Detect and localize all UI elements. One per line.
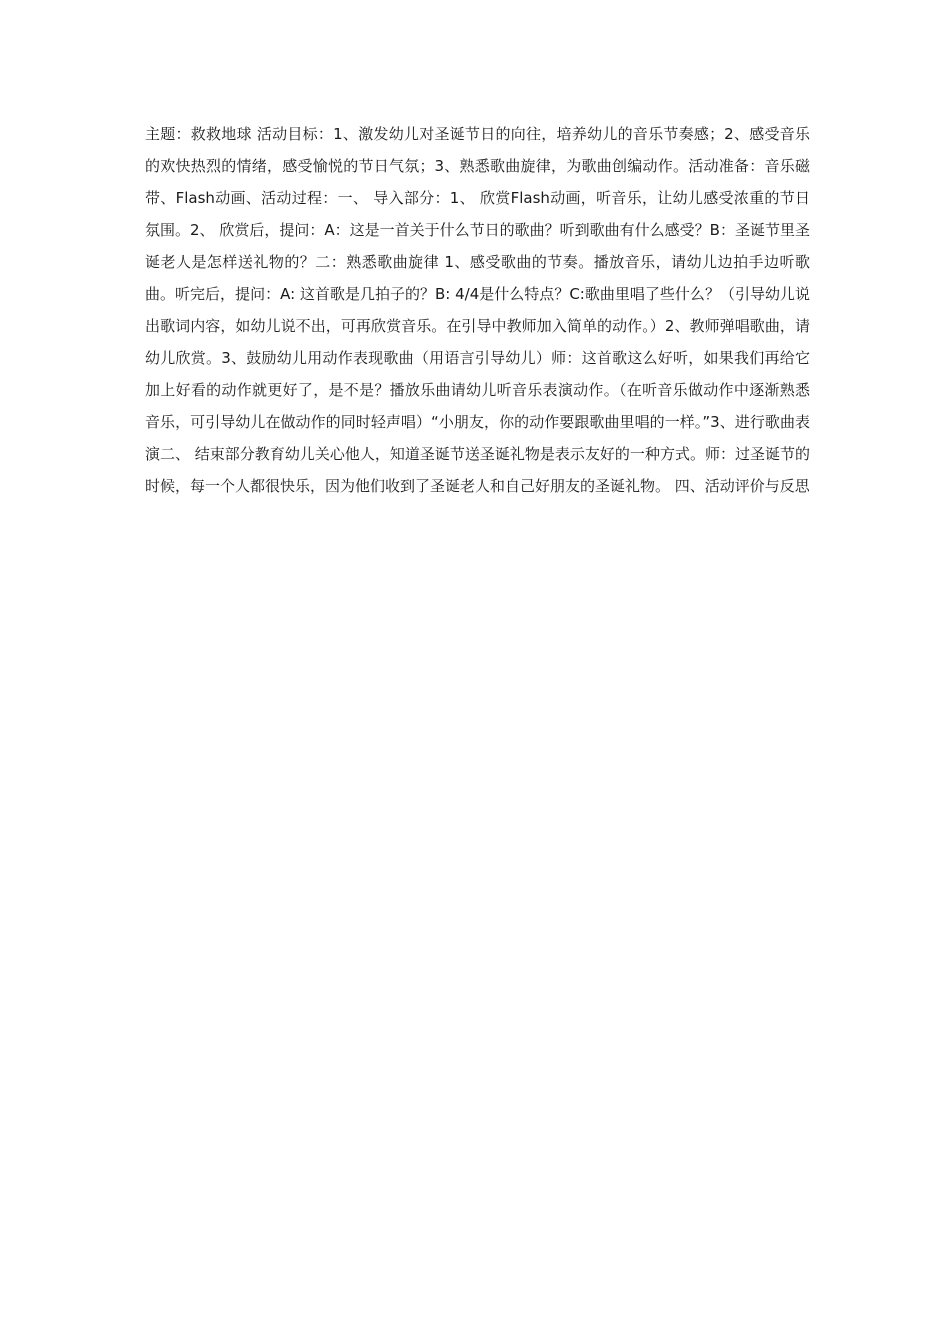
- lesson-plan-paragraph: 主题：救救地球 活动目标：1、激发幼儿对圣诞节日的向往，培养幼儿的音乐节奏感；2、感受音乐的欢快热烈的情绪，感受愉悦的节日气氛；3、熟悉歌曲旋律，为歌曲创编动作。活动准备：音乐磁带、Flash动画、活动过程：一、 导入部分：1、 欣赏Flash动画，听音乐，让幼儿感受浓重的节日氛围。2、 欣赏后，提问：A：这是一首关于什么节日的歌曲？听到歌曲有什么感受？B：圣诞节里圣诞老人是怎样送礼物的？二：熟悉歌曲旋律 1、感受歌曲的节奏。播放音乐，请幼儿边拍手边听歌曲。听完后，提问：A: 这首歌是几拍子的？B: 4/4是什么特点？C:歌曲里唱了些什么？（引导幼儿说出歌词内容，如幼儿说不出，可再欣赏音乐。在引导中教师加入简单的动作。）2、教师弹唱歌曲，请幼儿欣赏。3、鼓励幼儿用动作表现歌曲（用语言引导幼儿）师：这首歌这么好听，如果我们再给它加上好看的动作就更好了，是不是？播放乐曲请幼儿听音乐表演动作。（在听音乐做动作中逐渐熟悉音乐，可引导幼儿在做动作的同时轻声唱）“小朋友，你的动作要跟歌曲里唱的一样。”3、进行歌曲表演二、 结束部分教育幼儿关心他人，知道圣诞节送圣诞礼物是表示友好的一种方式。师：过圣诞节的时候，每一个人都很快乐，因为他们收到了圣诞老人和自己好朋友的圣诞礼物。 四、活动评价与反思: [145, 125, 810, 495]
